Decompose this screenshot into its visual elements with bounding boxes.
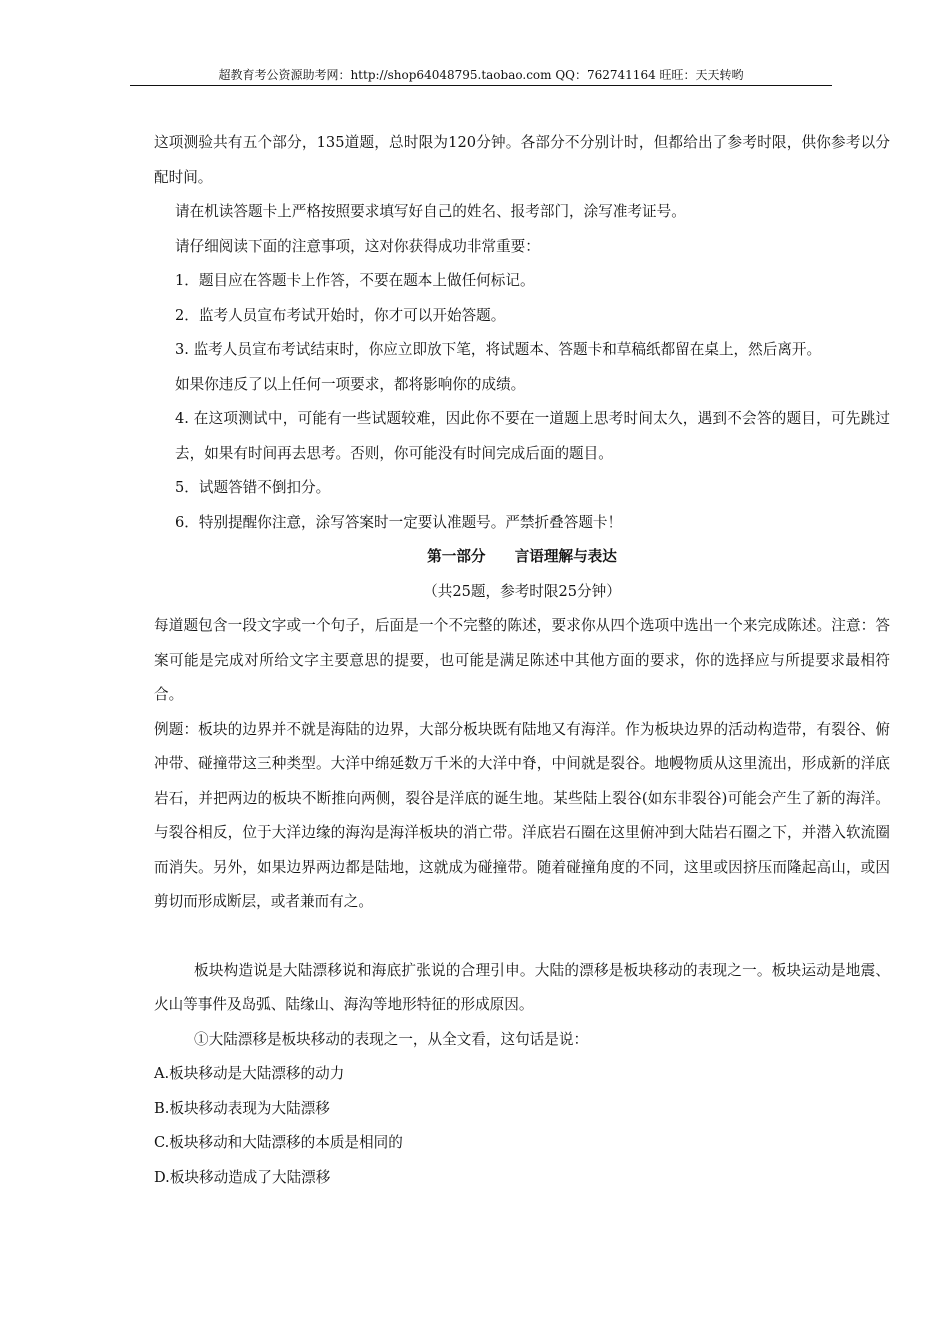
note-item: 如果你违反了以上任何一项要求，都将影响你的成绩。 [175, 375, 526, 393]
option-b: B.板块移动表现为大陆漂移 [154, 1099, 330, 1117]
section-title: 第一部分 言语理解与表达 [427, 548, 617, 565]
option-a: A.板块移动是大陆漂移的动力 [154, 1065, 345, 1082]
question-passage: 板块构造说是大陆漂移说和海底扩张说的合理引申。大陆的漂移是板块移动的表现之一。板块运动是地震、火山等事件及岛弧、陆缘山、海沟等地形特征的形成原因。 [154, 961, 890, 1013]
header-divider [130, 85, 832, 86]
intro-paragraph-2: 请在机读答题卡上严格按照要求填写好自己的姓名、报考部门，涂写准考证号。 [175, 203, 686, 220]
note-item: 5．试题答错不倒扣分。 [175, 479, 331, 496]
blank-line [154, 920, 890, 954]
intro-paragraph-1: 这项测验共有五个部分，135道题，总时限为120分钟。各部分不分别计时，但都给出了参考时限，供你参考以分配时间。 [154, 134, 890, 186]
question-stem: ①大陆漂移是板块移动的表现之一，从全文看，这句话是说： [194, 1030, 589, 1048]
page-header [130, 66, 832, 84]
note-item: 2．监考人员宣布考试开始时，你才可以开始答题。 [175, 306, 506, 324]
section-instructions: 每道题包含一段文字或一个句子，后面是一个不完整的陈述，要求你从四个选项中选出一个来完成陈述。注意：答案可能是完成对所给文字主要意思的提要，也可能是满足陈述中其他方面的要求，你的选择应与所提要求最相符合。 [154, 617, 890, 703]
option-d: D.板块移动造成了大陆漂移 [154, 1168, 331, 1186]
note-item: 3. 监考人员宣布考试结束时，你应立即放下笔，将试题本、答题卡和草稿纸都留在桌上，然后离开。 [175, 341, 822, 358]
intro-paragraph-3: 请仔细阅读下面的注意事项，这对你获得成功非常重要： [175, 237, 540, 255]
note-item: 4. 在这项测试中，可能有一些试题较难，因此你不要在一道题上思考时间太久，遇到不会答的题目，可先跳过去，如果有时间再去思考。否则，你可能没有时间完成后面的题目。 [175, 410, 890, 462]
option-c: C.板块移动和大陆漂移的本质是相同的 [154, 1134, 403, 1151]
section-subtitle: （共25题，参考时限25分钟） [423, 582, 621, 600]
header-text: 超教育考公资源助考网：http://shop64048795.taobao.com QQ：762741164 旺旺：天天转哟 [218, 68, 744, 82]
document-body [154, 126, 890, 1195]
note-item: 1．题目应在答题卡上作答，不要在题本上做任何标记。 [175, 272, 535, 289]
example-passage: 例题：板块的边界并不就是海陆的边界，大部分板块既有陆地又有海洋。作为板块边界的活动构造带，有裂谷、俯冲带、碰撞带这三种类型。大洋中绵延数万千米的大洋中脊，中间就是裂谷。地幔物质从这里流出，形成新的洋底岩石，并把两边的板块不断推向两侧，裂谷是洋底的诞生地。某些陆上裂谷(如东非裂谷)可能会产生了新的海洋。与裂谷相反，位于大洋边缘的海沟是海洋板块的消亡带。洋底岩石圈在这里俯冲到大陆岩石圈之下，并潜入软流圈而消失。另外，如果边界两边都是陆地，这就成为碰撞带。随着碰撞角度的不同，这里或因挤压而隆起高山，或因剪切而形成断层，或者兼而有之。 [154, 720, 890, 910]
note-item: 6．特别提醒你注意，涂写答案时一定要认准题号。严禁折叠答题卡！ [175, 513, 623, 531]
